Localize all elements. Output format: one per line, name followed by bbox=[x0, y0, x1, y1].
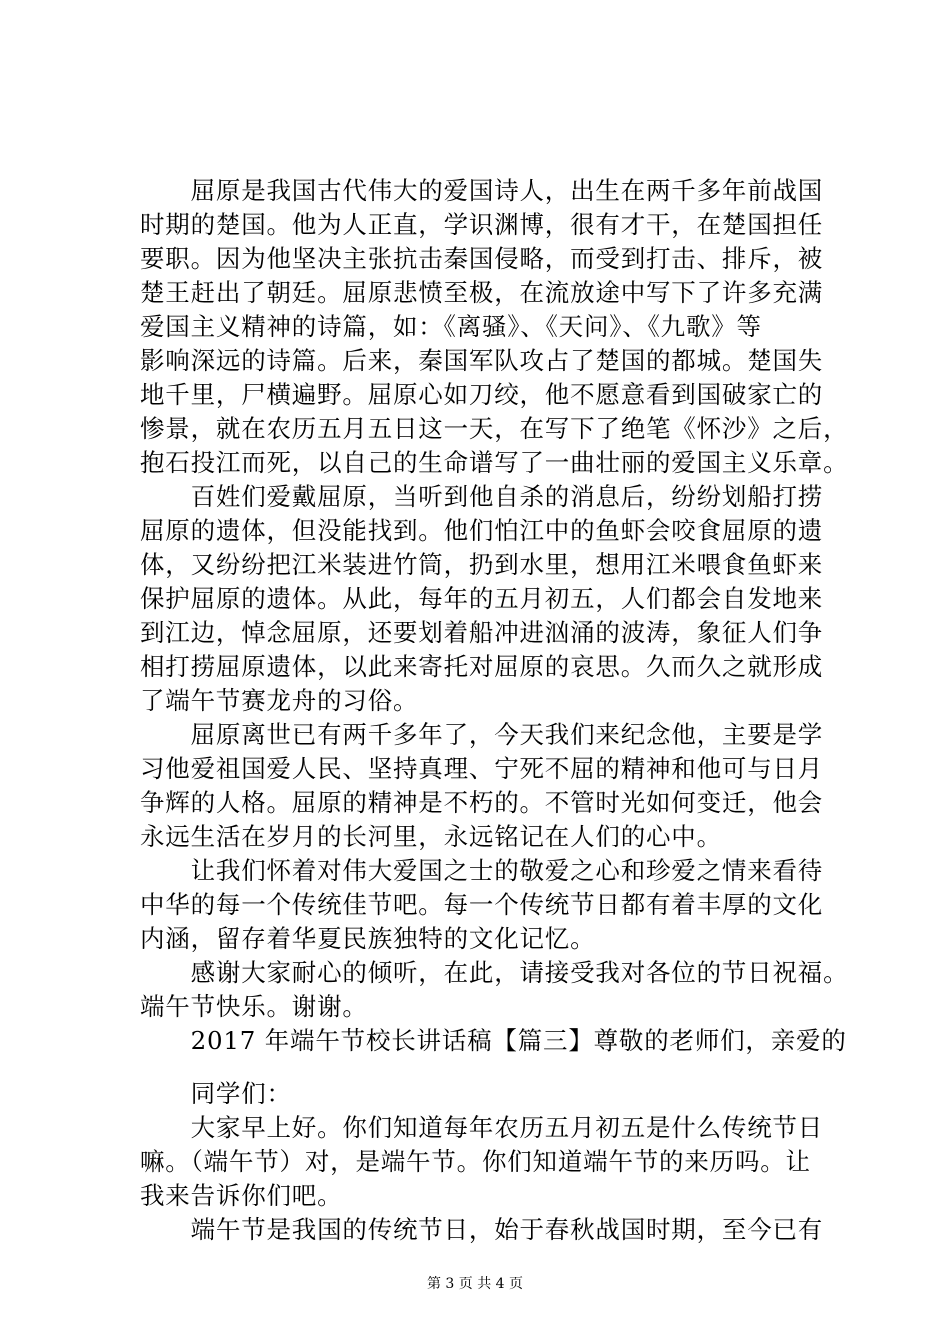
text-line: 感谢大家耐心的倾听，在此，请接受我对各位的节日祝福。 bbox=[140, 958, 849, 987]
section-heading-line: 2017 年端午节校长讲话稿【篇三】尊敬的老师们，亲爱的 bbox=[140, 1026, 847, 1055]
text-line: 嘛。（端午节）对，是端午节。你们知道端午节的来历吗。让 bbox=[140, 1147, 811, 1176]
text-line: 大家早上好。你们知道每年农历五月初五是什么传统节日 bbox=[140, 1113, 824, 1142]
text-line: 地千里，尸横遍野。屈原心如刀绞，他不愿意看到国破家亡的 bbox=[140, 380, 824, 409]
text-line: 相打捞屈原遗体，以此来寄托对屈原的哀思。久而久之就形成 bbox=[140, 652, 824, 681]
text-line: 端午节快乐。谢谢。 bbox=[140, 992, 368, 1021]
text-line: 屈原是我国古代伟大的爱国诗人，出生在两千多年前战国 bbox=[140, 176, 824, 205]
text-line: 影响深远的诗篇。后来，秦国军队攻占了楚国的都城。楚国失 bbox=[140, 346, 824, 375]
text-line: 爱国主义精神的诗篇，如：《离骚》、《天问》、《九歌》等 bbox=[140, 312, 762, 341]
text-line: 时期的楚国。他为人正直，学识渊博，很有才干，在楚国担任 bbox=[140, 210, 824, 239]
text-line: 到江边，悼念屈原，还要划着船冲进汹涌的波涛，象征人们争 bbox=[140, 618, 824, 647]
text-line: 保护屈原的遗体。从此，每年的五月初五，人们都会自发地来 bbox=[140, 584, 824, 613]
text-line: 内涵，留存着华夏民族独特的文化记忆。 bbox=[140, 924, 596, 953]
text-line: 了端午节赛龙舟的习俗。 bbox=[140, 686, 419, 715]
text-line: 我来告诉你们吧。 bbox=[140, 1181, 343, 1210]
text-line: 让我们怀着对伟大爱国之士的敬爱之心和珍爱之情来看待 bbox=[140, 856, 824, 885]
text-line: 争辉的人格。屈原的精神是不朽的。不管时光如何变迁，他会 bbox=[140, 788, 824, 817]
text-line: 抱石投江而死，以自己的生命谱写了一曲壮丽的爱国主义乐章。 bbox=[140, 448, 849, 477]
text-line: 同学们： bbox=[140, 1079, 292, 1108]
text-line: 楚王赶出了朝廷。屈原悲愤至极，在流放途中写下了许多充满 bbox=[140, 278, 824, 307]
text-line: 端午节是我国的传统节日，始于春秋战国时期，至今已有 bbox=[140, 1215, 824, 1244]
text-line: 百姓们爱戴屈原，当听到他自杀的消息后，纷纷划船打捞 bbox=[140, 482, 824, 511]
page-footer: 第 3 页 共 4 页 bbox=[426, 1276, 524, 1292]
text-line: 永远生活在岁月的长河里，永远铭记在人们的心中。 bbox=[140, 822, 722, 851]
text-line: 屈原的遗体，但没能找到。他们怕江中的鱼虾会咬食屈原的遗 bbox=[140, 516, 824, 545]
text-line: 习他爱祖国爱人民、坚持真理、宁死不屈的精神和他可与日月 bbox=[140, 754, 824, 783]
text-line: 要职。因为他坚决主张抗击秦国侵略，而受到打击、排斥，被 bbox=[140, 244, 824, 273]
text-line: 体，又纷纷把江米装进竹筒，扔到水里，想用江米喂食鱼虾来 bbox=[140, 550, 824, 579]
text-line: 中华的每一个传统佳节吧。每一个传统节日都有着丰厚的文化 bbox=[140, 890, 824, 919]
text-line: 惨景，就在农历五月五日这一天，在写下了绝笔《怀沙》之后， bbox=[140, 414, 849, 443]
text-line: 屈原离世已有两千多年了，今天我们来纪念他，主要是学 bbox=[140, 720, 824, 749]
